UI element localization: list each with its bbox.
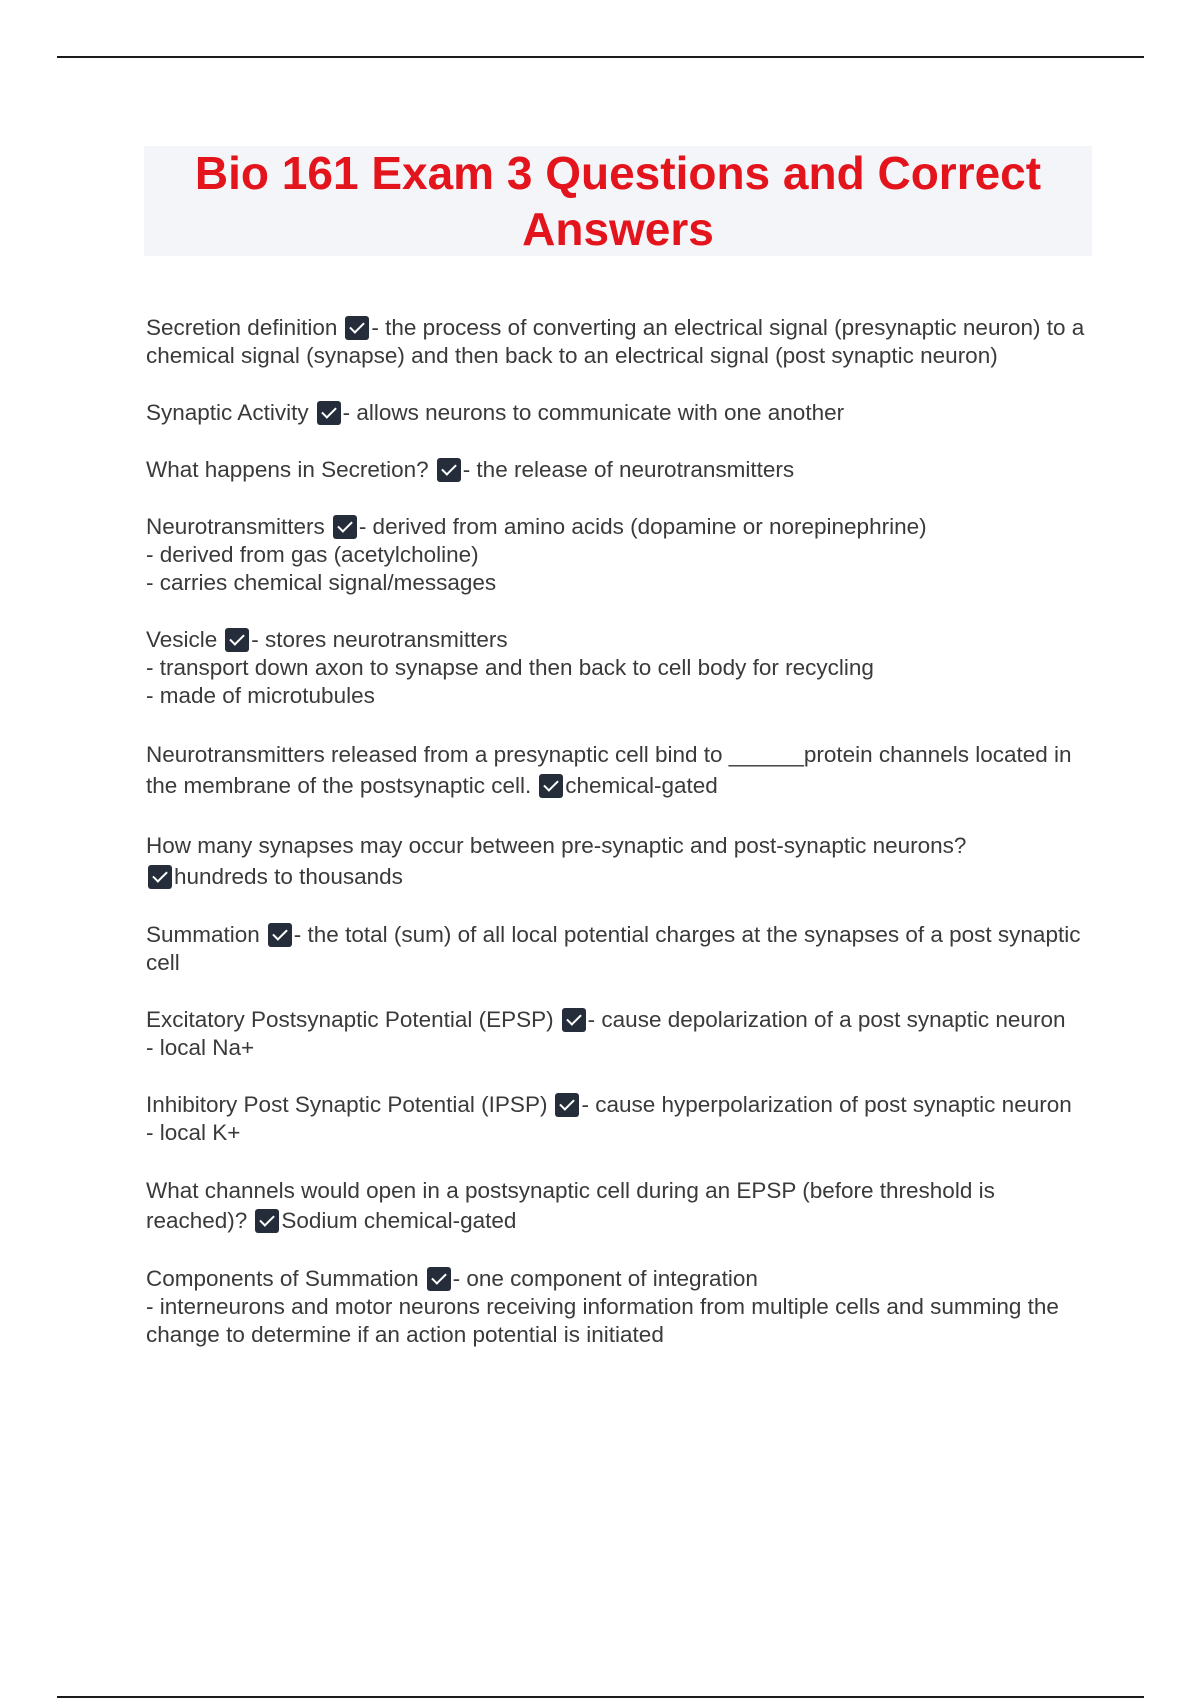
qa-item (146, 921, 1091, 977)
checkmark-icon (539, 774, 563, 798)
checkmark-icon (148, 865, 172, 889)
checkmark-icon (268, 923, 292, 947)
question: What happens in Secretion? (146, 457, 429, 482)
checkmark-icon (555, 1093, 579, 1117)
qa-list (146, 314, 1091, 1378)
answer-line: - interneurons and motor neurons receiving information from multiple cells and summing the change to determine if an action potential is initiated (146, 1294, 1066, 1347)
question: Components of Summation (146, 1266, 419, 1291)
question: Vesicle (146, 627, 218, 652)
question: Excitatory Postsynaptic Potential (EPSP) (146, 1007, 554, 1032)
document-title: Bio 161 Exam 3 Questions and Correct Answers (194, 147, 1042, 255)
qa-item (146, 739, 1091, 801)
bottom-rule (57, 1696, 1144, 1698)
checkmark-icon (345, 316, 369, 340)
qa-item (146, 314, 1091, 370)
checkmark-icon (225, 628, 249, 652)
checkmark-icon (255, 1209, 279, 1233)
qa-item (146, 1176, 1091, 1236)
checkmark-icon (333, 515, 357, 539)
answer: hundreds to thousands (174, 864, 403, 889)
qa-item (146, 456, 1091, 484)
qa-item (146, 1091, 1091, 1147)
qa-item (146, 830, 1091, 892)
question: What channels would open in a postsynaptic cell during an EPSP (before threshold is reached)? (146, 1178, 995, 1233)
answer: - the process of converting an electrical signal (presynaptic neuron) to a chemical signal (synapse) and then back to an electrical signal (post synaptic neuron) (146, 315, 1085, 368)
qa-item (146, 626, 1091, 710)
answer: chemical-gated (565, 773, 718, 798)
top-rule (57, 56, 1144, 58)
answer: - allows neurons to communicate with one another (342, 400, 845, 425)
question: Inhibitory Post Synaptic Potential (IPSP) (146, 1092, 548, 1117)
question: Synaptic Activity (146, 400, 309, 425)
checkmark-icon (562, 1008, 586, 1032)
answer-line: - derived from gas (acetylcholine) (146, 542, 479, 567)
answer: - cause hyperpolarization of post synaptic neuron (581, 1092, 1072, 1117)
answer: - stores neurotransmitters (251, 627, 508, 652)
qa-item (146, 513, 1091, 597)
qa-item (146, 1265, 1091, 1349)
checkmark-icon (427, 1267, 451, 1291)
answer-line: - carries chemical signal/messages (146, 570, 497, 595)
answer: Sodium chemical-gated (281, 1208, 517, 1233)
answer-line: - made of microtubules (146, 683, 375, 708)
answer: - cause depolarization of a post synaptic neuron (587, 1007, 1066, 1032)
question: Secretion definition (146, 315, 338, 340)
qa-item (146, 1006, 1091, 1062)
answer: - the total (sum) of all local potential charges at the synapses of a post synaptic cell (146, 922, 1081, 975)
answer: - one component of integration (452, 1266, 758, 1291)
answer-line: - local K+ (146, 1120, 241, 1145)
qa-item (146, 399, 1091, 427)
checkmark-icon (317, 401, 341, 425)
answer: - the release of neurotransmitters (462, 457, 795, 482)
checkmark-icon (437, 458, 461, 482)
question: Neurotransmitters (146, 514, 325, 539)
title-banner (144, 146, 1092, 256)
question: Summation (146, 922, 260, 947)
answer: - derived from amino acids (dopamine or norepinephrine) (358, 514, 927, 539)
question: How many synapses may occur between pre-synaptic and post-synaptic neurons? (146, 833, 967, 858)
answer-line: - transport down axon to synapse and then back to cell body for recycling (146, 655, 874, 680)
question: Neurotransmitters released from a presynaptic cell bind to ______protein channels located in the membrane of the postsynaptic cell. (146, 742, 1072, 798)
answer-line: - local Na+ (146, 1035, 255, 1060)
